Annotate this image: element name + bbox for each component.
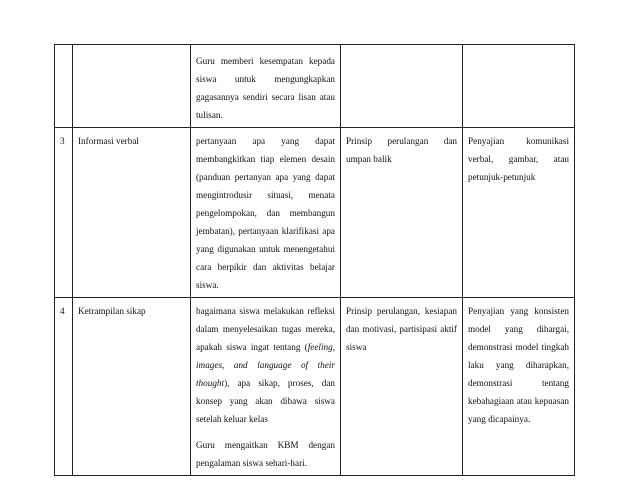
- row-number: [55, 45, 73, 128]
- description-text: ), apa sikap, proses, dan konsep yang akan dibawa siswa setelah keluar kelas: [196, 378, 335, 424]
- row-principle: [341, 45, 463, 128]
- row-strategy: Penyajian yang konsisten model yang dihargai, demonstrasi model tingkah laku yang diharapkan, demonstrasi tentang kebahagiaan atau kepuasan yang dicapainya.: [463, 298, 575, 476]
- row-principle: Prinsip perulangan, kesiapan dan motivasi, partisipasi aktif siswa: [341, 298, 463, 476]
- description-italic-text: feeling, images, and language of their thought: [196, 342, 335, 388]
- row-strategy: Penyajian komunikasi verbal, gambar, atau petunjuk-petunjuk: [463, 128, 575, 298]
- table-row: [55, 45, 575, 128]
- table-row: [55, 298, 575, 476]
- row-topic: Ketrampilan sikap: [73, 298, 191, 476]
- row-number: 3: [55, 128, 73, 298]
- description-paragraph: Guru memberi kesempatan kepada siswa untuk mengungkapkan gagasannya sendiri secara lisan atau tulisan.: [196, 56, 335, 120]
- table-row: [55, 128, 575, 298]
- description-text: bagaimana siswa melakukan refleksi dalam menyelesaikan tugas mereka, apakah siswa ingat tentang (: [196, 306, 335, 352]
- row-description: [191, 45, 341, 128]
- lesson-design-table: [54, 44, 575, 476]
- row-description: [191, 298, 341, 476]
- row-topic: Informasi verbal: [73, 128, 191, 298]
- row-strategy: [463, 45, 575, 128]
- row-principle: Prinsip perulangan dan umpan balik: [341, 128, 463, 298]
- description-paragraph: Guru mengaitkan KBM dengan pengalaman siswa sehari-hari.: [196, 440, 335, 468]
- description-paragraph: pertanyaan apa yang dapat membangkitkan tiap elemen desain (panduan pertanyan apa yang dapat mengintrodusir situasi, menata pengelompokan, dan membangun jembatan), pertanyaan klarifikasi apa yang digunakan untuk menengetahui cara berpikir dan aktivitas belajar siswa.: [196, 136, 335, 290]
- row-topic: [73, 45, 191, 128]
- description-paragraph: [196, 302, 335, 428]
- row-number: 4: [55, 298, 73, 476]
- row-description: [191, 128, 341, 298]
